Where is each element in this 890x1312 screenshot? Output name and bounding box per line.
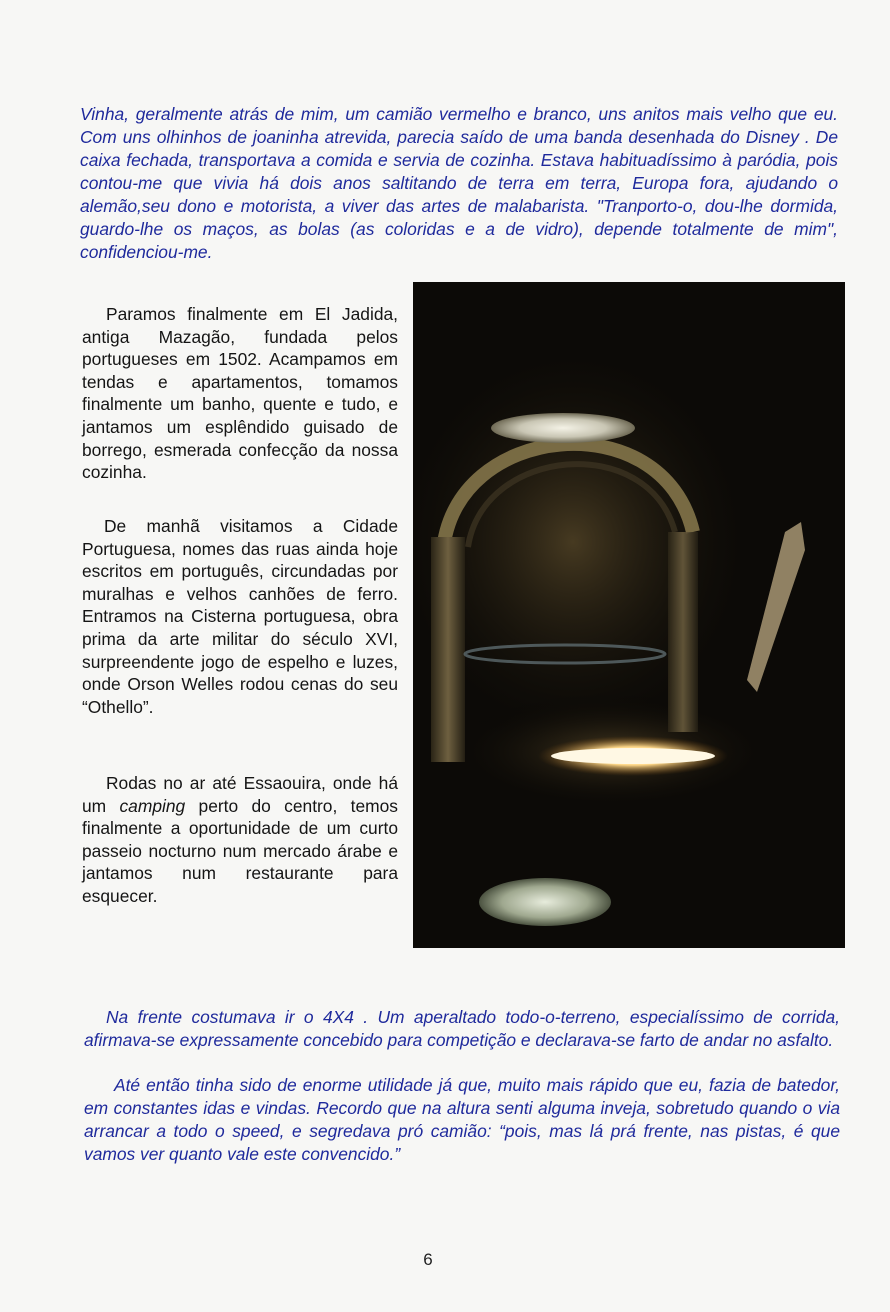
- cidade-portuguesa-paragraph: De manhã visitamos a Cidade Portuguesa, nomes das ruas ainda hoje escritos em português, circundadas por muralhas e velhos canhões de ferro. Entramos na Cisterna portuguesa, obra prima da arte militar do século XVI, surpreendente jogo de espelho e luzes, onde Orson Welles rodou cenas do seu “Othello”.: [82, 516, 398, 717]
- cistern-photo: [413, 282, 845, 948]
- essaouira-paragraph: [82, 772, 398, 908]
- camping-italic: camping: [119, 795, 186, 816]
- essaouira-text-start: Rodas no ar até Essaouira, onde há um: [82, 773, 398, 816]
- intro-paragraph: Vinha, geralmente atrás de mim, um camião vermelho e branco, uns anitos mais velho que eu. Com uns olhinhos de joaninha atrevida, parecia saído de uma banda desenhada do Disney . De caixa fechada, transportava a comida e servia de cozinha. Estava habituadíssimo à paródia, pois contou-me que vivia há dois anos saltitando de terra em terra, Europa fora, ajudando o alemão,seu dono e motorista, a viver das artes de malabarista. "Tranporto-o, dou-lhe dormida, guardo-lhe os maços, as bolas (as coloridas e a de vidro), depende totalmente de mim", confidenciou-me.: [80, 104, 838, 262]
- essaouira-text-end: perto do centro, temos finalmente a oportunidade de um curto passeio nocturno num mercado árabe e jantamos num restaurante para esquecer.: [82, 795, 398, 906]
- batedor-paragraph: Até então tinha sido de enorme utilidade já que, muito mais rápido que eu, fazia de batedor, em constantes idas e vindas. Recordo que na altura senti alguma inveja, sobretudo quando o via arrancar a todo o speed, e segredava pró camião: “pois, mas lá prá frente, nas pistas, é que vamos ver quanto vale este convencido.”: [84, 1075, 840, 1164]
- page-number: 6: [423, 1250, 433, 1269]
- four-by-four-paragraph: Na frente costumava ir o 4X4 . Um aperaltado todo-o-terreno, especialíssimo de corrida, afirmava-se expressamente concebido para competição e declarava-se farto de andar no asfalto.: [84, 1007, 840, 1050]
- el-jadida-paragraph: Paramos finalmente em El Jadida, antiga Mazagão, fundada pelos portugueses em 1502. Acampamos em tendas e apartamentos, tomamos finalmente um banho, quente e tudo, e jantamos um esplêndido guisado de borrego, esmerada confecção da nossa cozinha.: [82, 304, 398, 483]
